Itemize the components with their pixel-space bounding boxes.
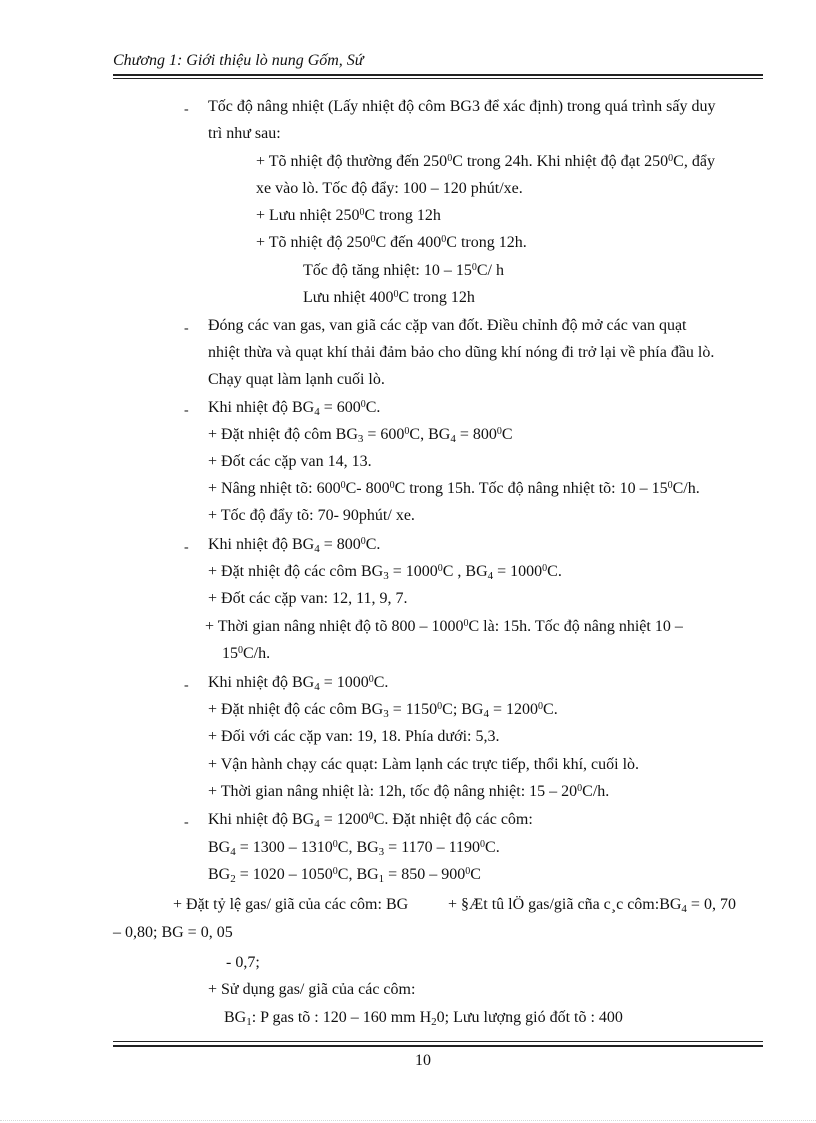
paragraph-line: Lưu nhiệt $400^0C$ trong 12h [303,289,475,306]
paragraph-line: + Thời gian nâng nhiệt là: 12h, tốc độ nâng nhiệt: $15 - 20^0C/h$. [208,783,610,800]
paragraph-line: + Tốc độ đẩy tõ: 70- 90phút/ xe. [208,507,415,524]
paragraph-line: + Đốt các cặp van: 12, 11, 9, 7. [208,590,408,607]
bullet-marker: - [184,540,189,555]
paragraph-line: - 0,7; [226,954,260,971]
header-rule-top [113,74,763,76]
paragraph-line: + Tõ nhiệt độ $250^0C$ đến $400^0C$ trong 12h. [256,234,527,251]
paragraph-line: + Thời gian nâng nhiệt độ tõ 800 – 1000$^0$C là: 15h. Tốc độ nâng nhiệt 10 – [205,618,683,635]
paragraph-line: $BG_1$: P gas tõ : 120 – 160 mm $H_20$; Lưu lượng gió đốt tõ : 400 [224,1009,623,1028]
paragraph-line: Đóng các van gas, van giã các cặp van đốt. Điều chỉnh độ mở các van quạt [208,317,687,334]
paragraph-line: + Đối với các cặp van: 19, 18. Phía dưới: 5,3. [208,728,500,745]
paragraph-line: xe vào lò. Tốc độ đẩy: 100 – 120 phút/xe. [256,180,523,197]
paragraph-line: + Đặt nhiệt độ các côm $BG_3 = 1150^0C$; $BG_4 = 1200^0C$. [208,701,558,720]
paragraph-line: Chạy quạt làm lạnh cuối lò. [208,371,385,388]
paragraph-line: $15^0C/h$. [222,645,271,662]
paragraph-line: Tốc độ nâng nhiệt (Lấy nhiệt độ côm BG3 để xác định) trong quá trình sấy duy [208,98,716,115]
paragraph-line: + Đốt các cặp van 14, 13. [208,453,372,470]
paragraph-line: Khi nhiệt độ $BG_4 = 800^0C$. [208,536,381,555]
bullet-marker: - [184,403,189,418]
paragraph-line: + Lưu nhiệt $250^0C$ trong 12h [256,207,441,224]
header-rule-bottom [113,78,763,79]
paragraph-line: Khi nhiệt độ $BG_4 = 1200^0C$. Đặt nhiệt độ các côm: [208,811,533,830]
paragraph-line: $BG_4 = 1300 - 1310^0C$, $BG_3 = 1170 - 1190^0C$. [208,839,500,858]
paragraph-line: trì như sau: [208,125,281,142]
paragraph-line: + Vận hành chạy các quạt: Làm lạnh các trực tiếp, thổi khí, cuối lò. [208,756,640,773]
bullet-marker: - [184,678,189,693]
page-header: Chương 1: Giới thiệu lò nung Gốm, Sứ [113,52,364,69]
bullet-marker: - [184,321,189,336]
paragraph-line: + Đặt nhiệt độ côm $BG_3 = 600^0C$, $BG_4 = 800^0C$ [208,426,513,445]
paragraph-line: – 0,80; BG = 0, 05 [113,924,233,941]
page-bottom-edge [0,1120,816,1121]
bullet-marker: - [184,102,189,117]
paragraph-line: + Đặt nhiệt độ các côm $BG_3 = 1000^0C$ , $BG_4 = 1000^0C$. [208,563,562,582]
paragraph-line: + Tõ nhiệt độ thường đến $250^0C$ trong 24h. Khi nhiệt độ đạt $250^0C$, đẩy [256,153,715,170]
paragraph-line: Khi nhiệt độ $BG_4 = 600^0C$. [208,399,381,418]
bullet-marker: - [184,815,189,830]
footer-rule-bottom [113,1045,763,1047]
paragraph-line: Tốc độ tăng nhiệt: $10 - 15^0C/$ h [303,262,504,279]
paragraph-line: $BG_2 = 1020 - 1050^0C$, $BG_1 = 850 - 900^0C$ [208,866,481,885]
paragraph-line: Khi nhiệt độ $BG_4 = 1000^0C$. [208,674,389,693]
paragraph-line: + §Æt tû lÖ gas/giã cña c¸c $côm:BG_4 = 0$, 70 [448,896,736,915]
paragraph-line: + Đặt tỷ lệ gas/ giã của các côm: BG [173,896,409,913]
page-number: 10 [415,1052,431,1069]
paragraph-line: nhiệt thừa và quạt khí thải đảm bảo cho dũng khí nóng đi trở lại về phía đầu lò. [208,344,715,361]
footer-rule-top [113,1041,763,1042]
paragraph-line: + Nâng nhiệt tõ: $600^0C-$ $800^0C$ trong 15h. Tốc độ nâng nhiệt tõ: $10 - 15^0C/h$. [208,480,700,497]
paragraph-line: + Sử dụng gas/ giã của các côm: [208,981,416,998]
